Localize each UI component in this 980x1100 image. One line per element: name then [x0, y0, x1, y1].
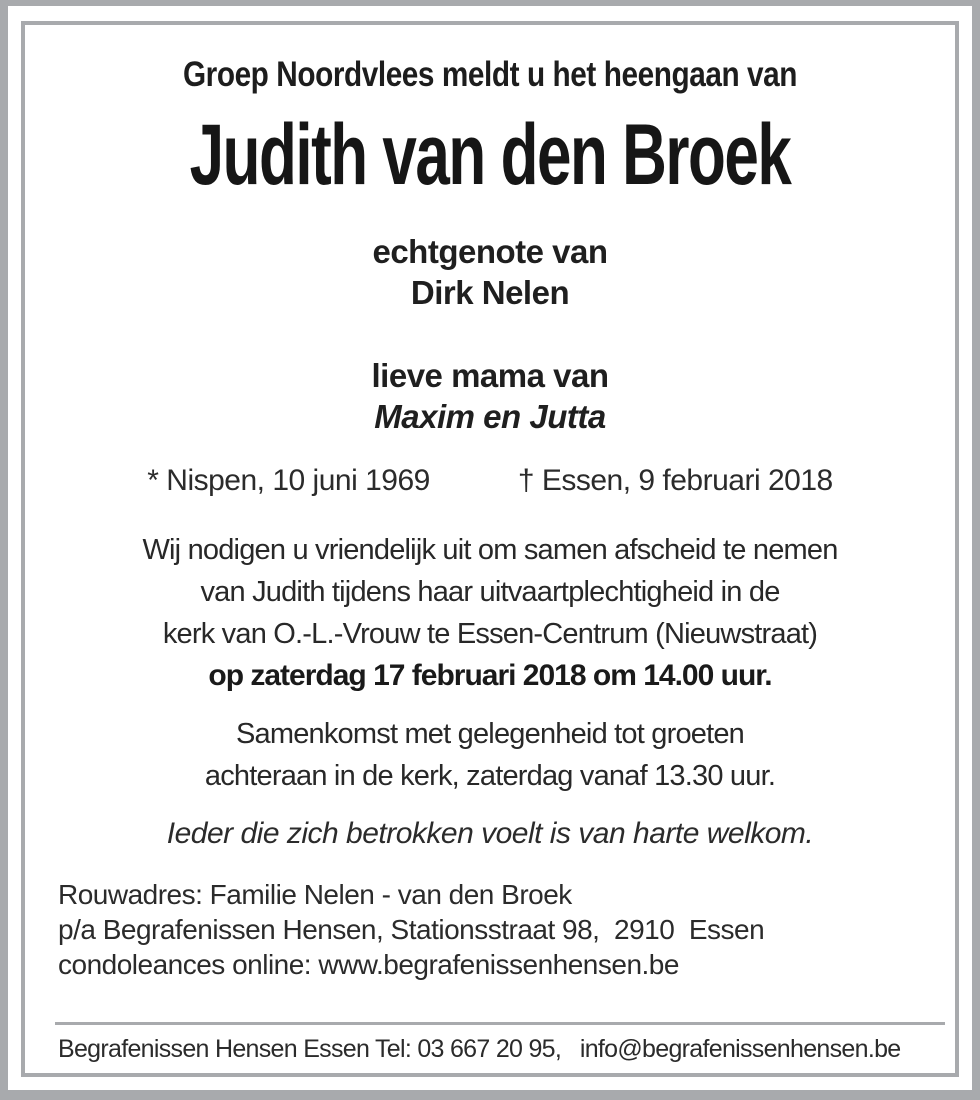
life-dates [25, 461, 955, 501]
deceased-name: Judith van den Broek [189, 107, 791, 203]
address-line-2: p/a Begrafenissen Hensen, Stationsstraat 98, 2910 Essen [58, 914, 765, 945]
spouse-block [25, 231, 955, 313]
footer-contact-line: Begrafenissen Hensen Essen Tel: 03 667 20 95, info@begrafenissenhensen.be [58, 1035, 901, 1063]
invitation-paragraph [25, 529, 955, 697]
notice-frame [21, 21, 959, 1077]
spouse-name: Dirk Nelen [410, 274, 570, 311]
gathering-paragraph [25, 713, 955, 797]
gathering-line-2: achteraan in de kerk, zaterdag vanaf 13.30 uur. [204, 760, 776, 792]
children-names: Maxim en Jutta [374, 398, 606, 435]
death-date: † Essen, 9 februari 2018 [517, 464, 833, 497]
children-block [25, 355, 955, 437]
gathering-line-1: Samenkomst met gelegenheid tot groeten [235, 718, 745, 750]
invitation-line-2: van Judith tijdens haar uitvaartplechtigheid in de [200, 576, 780, 608]
spouse-label: echtgenote van [372, 233, 608, 270]
birth-date: * Nispen, 10 juni 1969 [147, 464, 430, 497]
address-line-3: condoleances online: www.begrafenissenhensen.be [58, 949, 679, 980]
invitation-line-3: kerk van O.-L.-Vrouw te Essen-Centrum (Nieuwstraat) [162, 618, 818, 650]
address-line-1: Rouwadres: Familie Nelen - van den Broek [58, 879, 572, 910]
invitation-line-1: Wij nodigen u vriendelijk uit om samen afscheid te nemen [142, 534, 838, 566]
footer-divider-rule [55, 1022, 945, 1025]
mourning-address-block [58, 877, 955, 982]
ceremony-datetime-line: op zaterdag 17 februari 2018 om 14.00 uur. [208, 659, 772, 692]
notice-page [8, 6, 972, 1090]
welcome-line: Ieder die zich betrokken voelt is van harte welkom. [166, 817, 814, 850]
intro-line: Groep Noordvlees meldt u het heengaan van [182, 55, 798, 94]
children-label: lieve mama van [371, 357, 609, 394]
